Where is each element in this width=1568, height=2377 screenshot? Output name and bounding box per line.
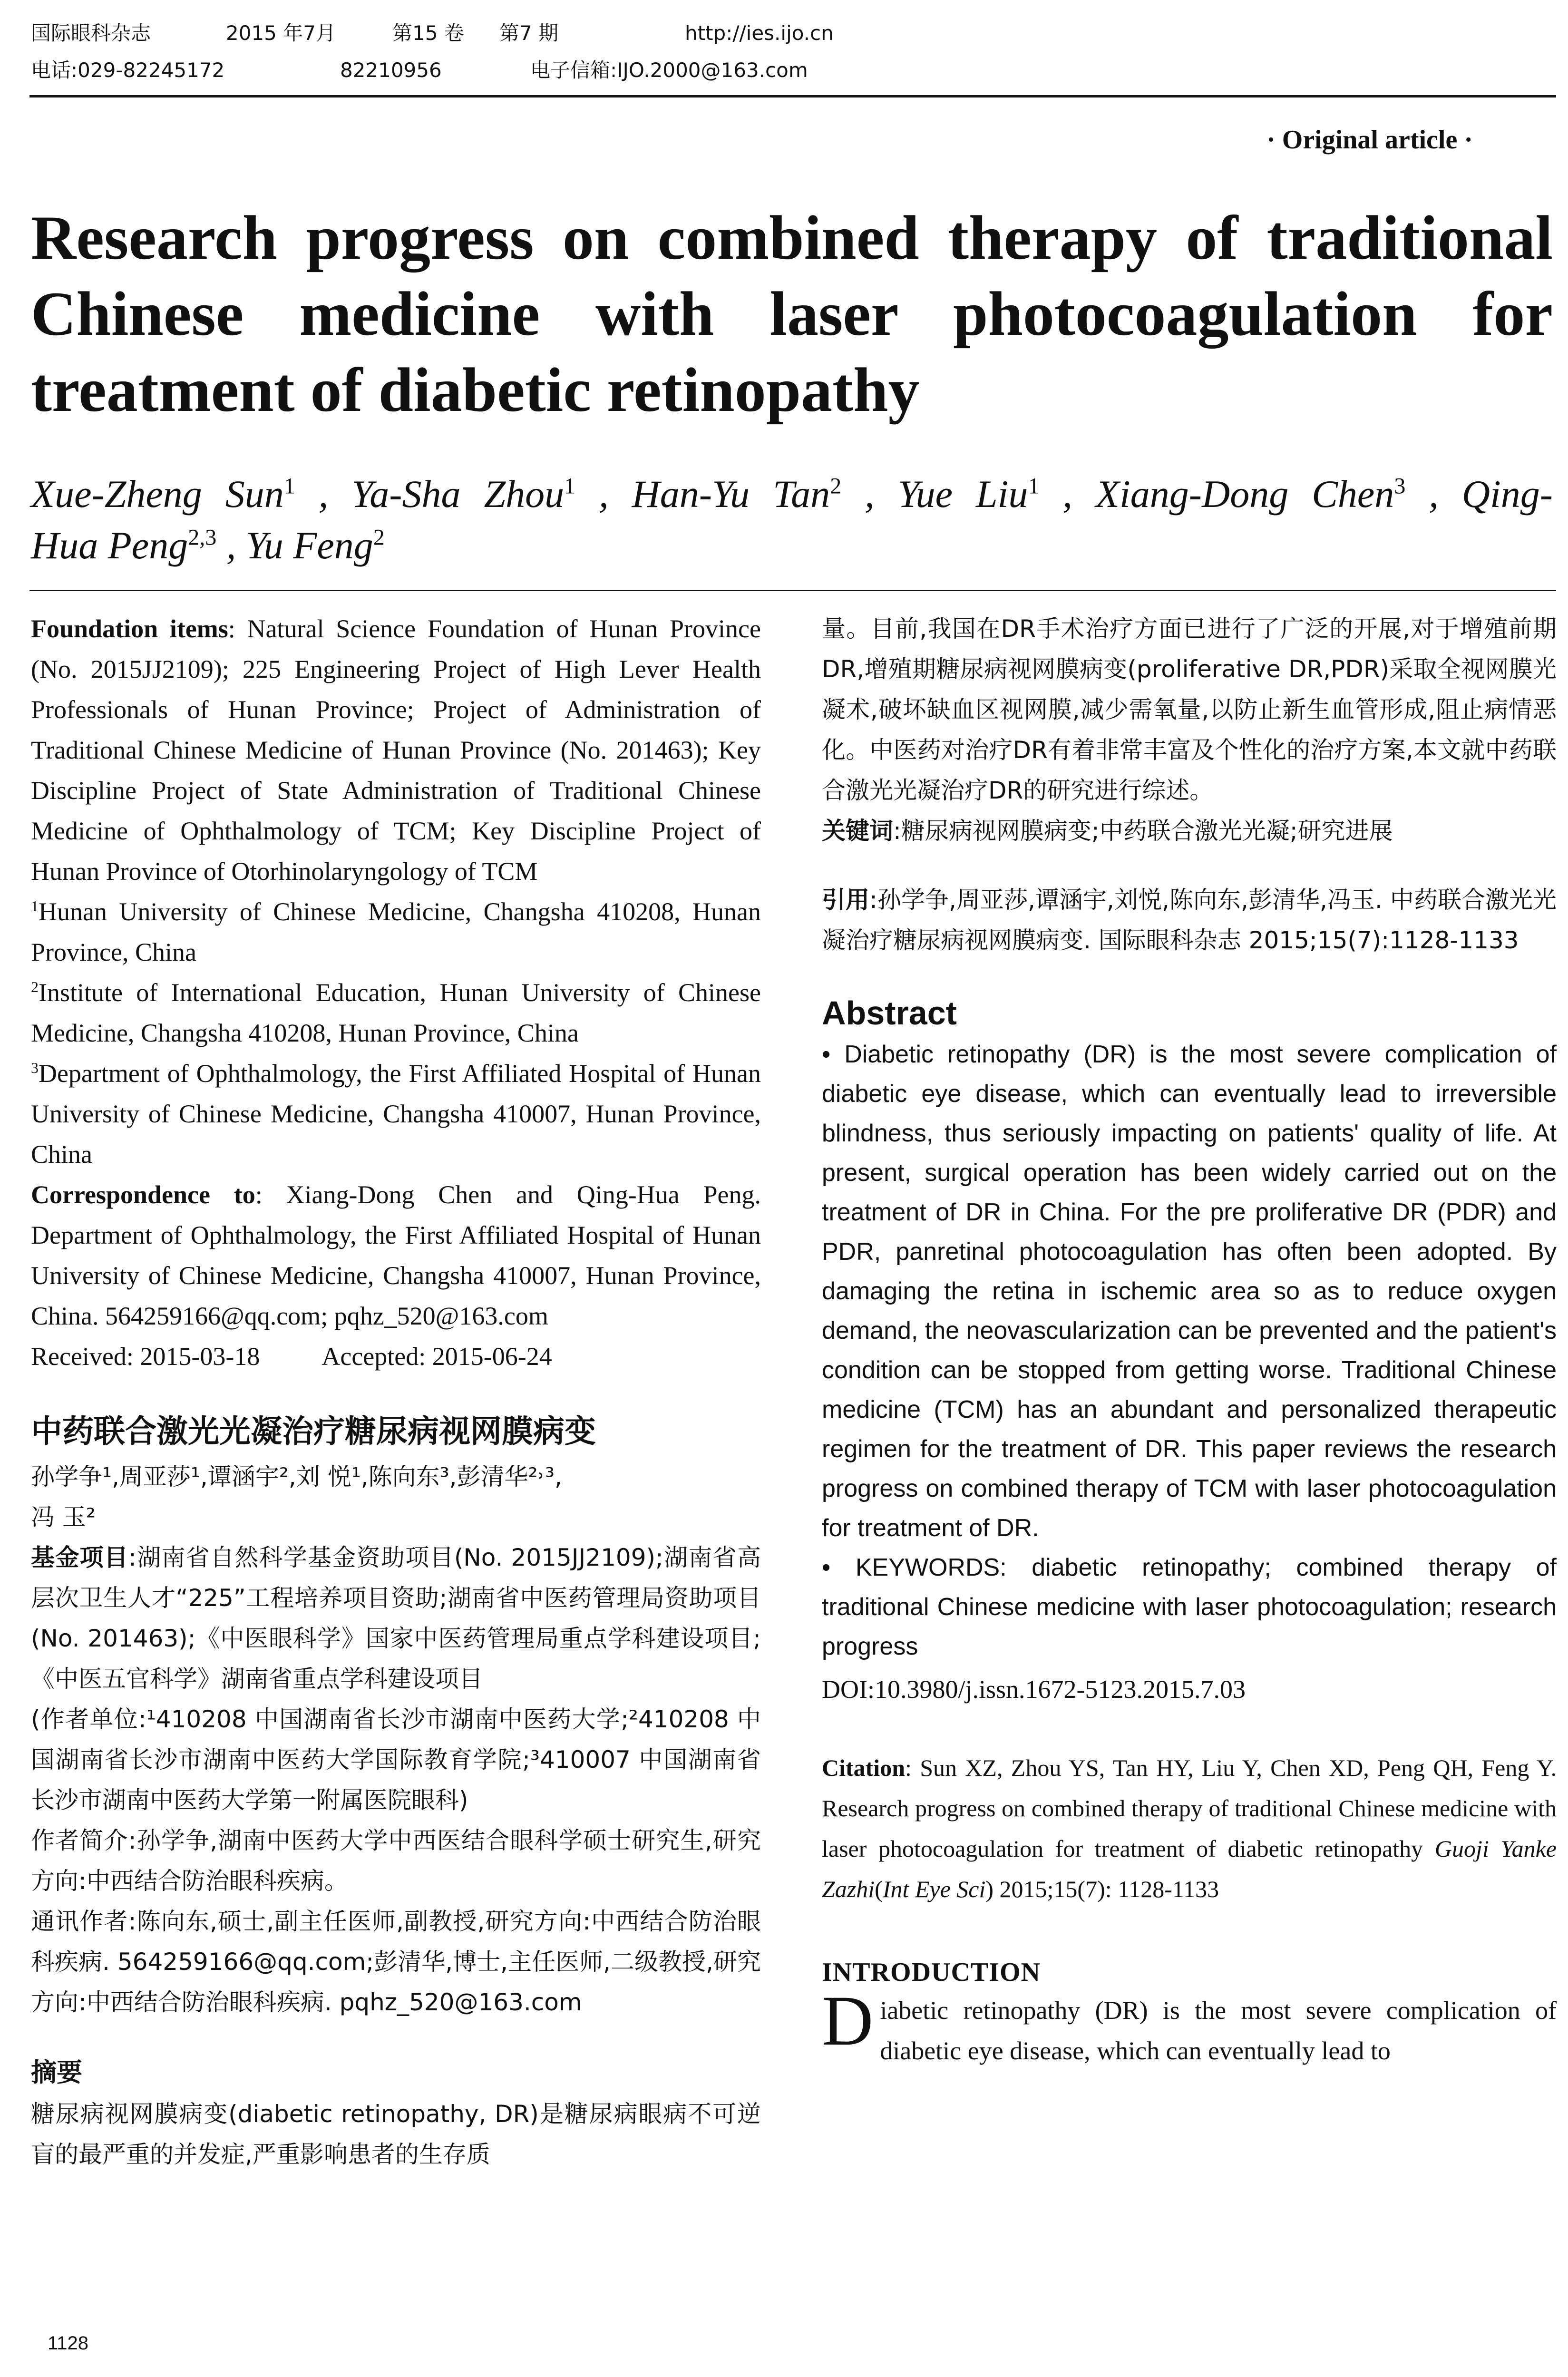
header-rule <box>29 95 1556 97</box>
citation-end: ) 2015;15(7): 1128-1133 <box>985 1876 1219 1902</box>
dates-line <box>31 1336 761 1377</box>
cn-abstract-start: 糖尿病视网膜病变(diabetic retinopathy, DR)是糖尿病眼病不可逆盲的最严重的并发症,严重影响患者的生存质 <box>31 2100 761 2168</box>
introduction-heading: INTRODUCTION <box>822 1958 1041 1987</box>
running-header-line2 <box>31 56 1553 85</box>
cn-abstract-heading: 摘要 <box>31 2057 82 2087</box>
cn-authors-line-2: 冯 玉² <box>31 1503 96 1531</box>
cn-authors <box>31 1457 761 1538</box>
author-sup: 1 <box>1028 473 1040 499</box>
author-name: Hua Peng <box>31 524 188 567</box>
cn-authors-line-1: 孙学争¹,周亚莎¹,谭涵宇²,刘 悦¹,陈向东³,彭清华²˒³, <box>31 1463 562 1490</box>
right-column <box>822 609 1557 2071</box>
title-line-1: Research progress on combined therapy of traditional <box>31 203 1553 273</box>
author-sup: 2 <box>830 473 842 499</box>
foundation-items <box>31 609 761 892</box>
citation <box>822 1748 1557 1909</box>
author-name: Xue-Zheng Sun <box>31 472 284 516</box>
author-list <box>31 468 1553 571</box>
title-line-2: Chinese medicine with laser photocoagulation for <box>31 279 1553 349</box>
cn-abstract-continued: 量。目前,我国在DR手术治疗方面已进行了广泛的开展,对于增殖前期DR,增殖期糖尿病视网膜病变(proliferative DR,PDR)采取全视网膜光凝术,破坏缺血区视网膜,减少需氧量,以防止新生血管形成,阻止病情恶化。中医药对治疗DR有着非常丰富及个性化的治疗方案,本文就中药联合激光光凝治疗DR的研究进行综述。 <box>822 615 1557 804</box>
article-title <box>31 200 1553 428</box>
cn-citation <box>822 880 1557 961</box>
author-line-1: Xue-Zheng Sun$^1$ , Ya-Sha Zhou$^1$ , Han-Yu Tan$^2$ , Yue Liu$^1$ , Xiang-Dong Chen$^3$ , Qing- <box>31 472 1553 516</box>
cn-correspondence: 通讯作者:陈向东,硕士,副主任医师,副教授,研究方向:中西结合防治眼科疾病. 564259166@qq.com;彭清华,博士,主任医师,二级教授,研究方向:中西结合防治眼科疾病. pqhz_520@163.com <box>31 1908 761 2016</box>
citation-journal: Guoji Yanke Zazhi <box>822 1835 1557 1902</box>
correspondence-text: : Xiang-Dong Chen and Qing-Hua Peng. Department of Ophthalmology, the First Affiliated Hospital of Hunan University of Chinese Medicine, Changsha 410007, Hunan Province, China. 564259166@qq.com; pqhz_520@163.com <box>31 1180 761 1330</box>
page-number: 1128 <box>48 2333 89 2354</box>
introduction-body: iabetic retinopathy (DR) is the most severe complication of diabetic eye disease, which can eventually lead to <box>880 1996 1557 2065</box>
correspondence <box>31 1175 761 1336</box>
cn-fund-label: 基金项目 <box>31 1544 129 1571</box>
journal-name-cn: 国际眼科杂志 <box>31 21 151 45</box>
correspondence-label: Correspondence to <box>31 1180 255 1209</box>
keywords: • KEYWORDS: diabetic retinopathy; combined therapy of traditional Chinese medicine with laser photocoagulation; research progress <box>822 1554 1557 1660</box>
citation-label: Citation <box>822 1754 905 1781</box>
author-sup: 1 <box>564 473 576 499</box>
cn-author-units: (作者单位:¹410208 中国湖南省长沙市湖南中医药大学;²410208 中国湖南省长沙市湖南中医药大学国际教育学院;³410007 中国湖南省长沙市湖南中医药大学第一附属医院眼科) <box>31 1705 761 1814</box>
citation-paren: ( <box>875 1876 883 1902</box>
affiliation-3 <box>31 1053 761 1175</box>
left-column <box>31 609 761 2175</box>
foundation-text: : Natural Science Foundation of Hunan Province (No. 2015JJ2109); 225 Engineering Project of High Lever Health Professionals of Hunan Province; Project of Administration of Traditional Chinese Medicine of Hunan Province (No. 201463); Key Discipline Project of State Administration of Traditional Chinese Medicine of Ophthalmology of TCM; Key Discipline Project of Hunan Province of Otorhinolaryngology of TCM <box>31 614 761 886</box>
introduction-text <box>822 1981 1557 2071</box>
author-name: Ya-Sha Zhou <box>351 472 565 516</box>
affiliation-sup: 1 <box>31 897 39 915</box>
authors-rule <box>29 590 1556 591</box>
cn-fund-text: :湖南省自然科学基金资助项目(No. 2015JJ2109);湖南省高层次卫生人才“225”工程培养项目资助;湖南省中医药管理局资助项目(No. 201463);《中医眼科学》国家中医药管理局重点学科建设项目;《中医五官科学》湖南省重点学科建设项目 <box>31 1544 761 1693</box>
cn-citation-label: 引用 <box>822 886 870 914</box>
cn-article-title: 中药联合激光光凝治疗糖尿病视网膜病变 <box>31 1413 596 1450</box>
author-sup: 2,3 <box>188 525 217 550</box>
drop-cap: D <box>822 1981 874 2060</box>
cn-fund <box>31 1538 761 1699</box>
foundation-label: Foundation items <box>31 614 228 643</box>
citation-journal-abbr: Int Eye Sci <box>882 1876 986 1902</box>
running-header-line1 <box>31 19 1553 48</box>
citation-text: : Sun XZ, Zhou YS, Tan HY, Liu Y, Chen XD, Peng QH, Feng Y. Research progress on combined therapy of traditional Chinese medicine with laser photocoagulation for treatment of diabetic retinopathy <box>822 1754 1557 1862</box>
cn-keywords-label: 关键词 <box>822 817 893 845</box>
received-date: Received: 2015-03-18 <box>31 1342 260 1371</box>
cn-citation-text: :孙学争,周亚莎,谭涵宇,刘悦,陈向东,彭清华,冯玉. 中药联合激光光凝治疗糖尿病视网膜病变. 国际眼科杂志 2015;15(7):1128-1133 <box>822 886 1557 954</box>
email-address[interactable]: 电子信箱:IJO.2000@163.com <box>530 58 808 82</box>
volume-cn: 第15 卷 <box>392 21 464 45</box>
author-name: Yu Feng <box>245 524 373 567</box>
author-sup: 1 <box>283 473 295 499</box>
abstract-text: • Diabetic retinopathy (DR) is the most severe complication of diabetic eye disease, which can eventually lead to irreversible blindness, thus seriously impacting on patients' quality of life. At present, surgical operation has been widely carried out on the treatment of DR in China. For the pre proliferative DR (PDR) and PDR, panretinal photocoagulation has often been adopted. By damaging the retina in ischemic area so as to reduce oxygen demand, the neovascularization can be prevented and the patient's condition can be stopped from getting worse. Traditional Chinese medicine (TCM) has an abundant and personalized therapeutic regimen for the treatment of DR. This paper reviews the research progress on combined therapy of TCM with laser photocoagulation for treatment of DR. <box>822 1041 1557 1542</box>
journal-url[interactable]: http://ies.ijo.cn <box>685 21 834 45</box>
author-name: Xiang-Dong Chen <box>1095 472 1394 516</box>
cn-keywords-text: :糖尿病视网膜病变;中药联合激光光凝;研究进展 <box>893 817 1393 845</box>
article-type: · Original article · <box>1266 125 1473 155</box>
author-sup: 2 <box>373 525 385 550</box>
author-name: Han-Yu Tan <box>632 472 830 516</box>
author-name: Qing- <box>1461 472 1553 516</box>
affiliation-sup: 3 <box>31 1059 39 1076</box>
cn-author-intro: 作者简介:孙学争,湖南中医药大学中西医结合眼科学硕士研究生,研究方向:中西结合防治眼科疾病。 <box>31 1827 761 1895</box>
affiliation-1 <box>31 892 761 973</box>
accepted-date: Accepted: 2015-06-24 <box>321 1342 552 1371</box>
phone-number-2: 82210956 <box>340 58 442 82</box>
cn-keywords <box>822 811 1557 851</box>
affiliation-text: Institute of International Education, Hunan University of Chinese Medicine, Changsha 410208, Hunan Province, China <box>31 978 761 1047</box>
phone-number: 电话:029-82245172 <box>31 58 225 82</box>
abstract-heading: Abstract <box>822 994 957 1032</box>
author-sup: 3 <box>1394 473 1406 499</box>
issue-cn: 第7 期 <box>499 21 559 45</box>
affiliation-text: Hunan University of Chinese Medicine, Changsha 410208, Hunan Province, China <box>31 897 761 966</box>
issue-date-cn: 2015 年7月 <box>226 21 336 45</box>
author-name: Yue Liu <box>897 472 1028 516</box>
affiliation-text: Department of Ophthalmology, the First Affiliated Hospital of Hunan University of Chinese Medicine, Changsha 410007, Hunan Province, China <box>31 1059 761 1169</box>
title-line-3: treatment of diabetic retinopathy <box>31 355 920 425</box>
author-line-2: Hua Peng$^{2,3}$ , Yu Feng$^2$ <box>31 524 385 567</box>
affiliation-sup: 2 <box>31 978 39 995</box>
doi[interactable]: DOI:10.3980/j.issn.1672-5123.2015.7.03 <box>822 1675 1246 1704</box>
affiliation-2 <box>31 973 761 1053</box>
